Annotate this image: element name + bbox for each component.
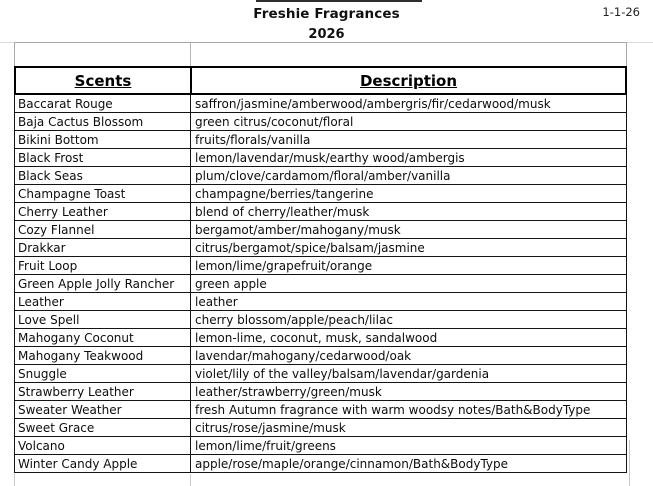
description-cell[interactable] — [191, 455, 626, 472]
table-row — [15, 347, 626, 365]
scent-cell[interactable] — [15, 113, 191, 130]
scent-cell[interactable] — [15, 167, 191, 184]
description-cell[interactable] — [191, 329, 626, 346]
scent-cell[interactable] — [15, 383, 191, 400]
description-cell[interactable] — [191, 437, 626, 454]
scent-cell[interactable] — [15, 365, 191, 382]
table-row — [15, 419, 626, 437]
scent-description: citrus/rose/jasmine/musk — [195, 420, 346, 435]
scent-name: Sweet Grace — [18, 420, 95, 435]
scent-name: Winter Candy Apple — [18, 456, 138, 471]
table-body — [14, 95, 627, 473]
table-header-row — [14, 66, 627, 95]
scent-name: Baja Cactus Blossom — [18, 114, 144, 129]
scent-description: fruits/florals/vanilla — [195, 132, 311, 147]
table-row — [15, 293, 626, 311]
scent-name: Leather — [18, 294, 64, 309]
description-cell[interactable] — [191, 311, 626, 328]
table-row — [15, 167, 626, 185]
scent-description: leather/strawberry/green/musk — [195, 384, 382, 399]
scent-cell[interactable] — [15, 347, 191, 364]
description-cell[interactable] — [191, 131, 626, 148]
description-cell[interactable] — [191, 221, 626, 238]
scent-cell[interactable] — [15, 95, 191, 112]
scent-description: cherry blossom/apple/peach/lilac — [195, 312, 393, 327]
scent-description: leather — [195, 294, 238, 309]
scent-description: bergamot/amber/mahogany/musk — [195, 222, 401, 237]
scent-description: lemon/lime/grapefruit/orange — [195, 258, 373, 273]
table-row — [15, 113, 626, 131]
table-row — [15, 221, 626, 239]
description-cell[interactable] — [191, 401, 626, 418]
column-header-description[interactable]: Description — [359, 71, 458, 90]
table-row — [15, 257, 626, 275]
description-cell[interactable] — [191, 239, 626, 256]
description-cell[interactable] — [191, 347, 626, 364]
table-row — [15, 311, 626, 329]
description-cell[interactable] — [191, 203, 626, 220]
description-cell[interactable] — [191, 419, 626, 436]
scent-description: violet/lily of the valley/balsam/lavendar/gardenia — [195, 366, 490, 381]
scent-description: citrus/bergamot/spice/balsam/jasmine — [195, 240, 425, 255]
scent-description: lemon/lime/fruit/greens — [195, 438, 336, 453]
scent-cell[interactable] — [15, 455, 191, 472]
scent-cell[interactable] — [15, 257, 191, 274]
description-cell[interactable] — [191, 365, 626, 382]
scent-cell[interactable] — [15, 221, 191, 238]
page-subtitle: 2026 — [308, 27, 345, 42]
scent-description: plum/clove/cardamom/floral/amber/vanilla — [195, 168, 451, 183]
description-cell[interactable] — [191, 383, 626, 400]
table-row — [15, 437, 626, 455]
fragrance-table — [14, 42, 627, 473]
scent-cell[interactable] — [15, 311, 191, 328]
table-row — [15, 185, 626, 203]
scent-name: Cozy Flannel — [18, 222, 95, 237]
scent-name: Champagne Toast — [18, 186, 126, 201]
scent-name: Strawberry Leather — [18, 384, 134, 399]
scent-name: Black Frost — [18, 150, 84, 165]
scent-name: Sweater Weather — [18, 402, 122, 417]
table-row — [15, 329, 626, 347]
scent-name: Cherry Leather — [18, 204, 108, 219]
table-row — [15, 203, 626, 221]
empty-cell[interactable] — [191, 43, 626, 66]
table-row — [15, 401, 626, 419]
scent-name: Drakkar — [18, 240, 66, 255]
table-row — [15, 365, 626, 383]
scent-cell[interactable] — [15, 437, 191, 454]
scent-cell[interactable] — [15, 419, 191, 436]
description-cell[interactable] — [191, 113, 626, 130]
scent-description: lavendar/mahogany/cedarwood/oak — [195, 348, 412, 363]
scent-cell[interactable] — [15, 401, 191, 418]
table-row — [15, 95, 626, 113]
page-title: Freshie Fragrances — [253, 6, 400, 22]
column-header-scents[interactable]: Scents — [16, 68, 192, 93]
scent-name: Green Apple Jolly Rancher — [18, 276, 175, 291]
scent-name: Bikini Bottom — [18, 132, 99, 147]
scent-description: saffron/jasmine/amberwood/ambergris/fir/cedarwood/musk — [195, 96, 551, 111]
scent-cell[interactable] — [15, 149, 191, 166]
scent-description: green citrus/coconut/floral — [195, 114, 354, 129]
scent-cell[interactable] — [15, 329, 191, 346]
scent-description: champagne/berries/tangerine — [195, 186, 374, 201]
gridline — [629, 440, 630, 486]
scent-name: Love Spell — [18, 312, 80, 327]
description-cell[interactable] — [191, 167, 626, 184]
table-row — [15, 275, 626, 293]
table-row — [15, 149, 626, 167]
scent-cell[interactable] — [15, 275, 191, 292]
scent-name: Snuggle — [18, 366, 67, 381]
description-cell[interactable] — [191, 275, 626, 292]
table-row — [15, 383, 626, 401]
cropped-text-fragment — [256, 0, 422, 2]
description-cell[interactable] — [191, 257, 626, 274]
scent-cell[interactable] — [15, 239, 191, 256]
table-row — [15, 131, 626, 149]
scent-description: fresh Autumn fragrance with warm woodsy notes/Bath&BodyType — [195, 402, 591, 417]
scent-cell[interactable] — [15, 185, 191, 202]
scent-description: green apple — [195, 276, 267, 291]
scent-description: lemon-lime, coconut, musk, sandalwood — [195, 330, 438, 345]
scent-name: Volcano — [18, 438, 65, 453]
description-cell[interactable] — [191, 95, 626, 112]
description-cell[interactable] — [191, 149, 626, 166]
scent-cell[interactable] — [15, 293, 191, 310]
scent-description: lemon/lavendar/musk/earthy wood/ambergis — [195, 150, 465, 165]
empty-cell[interactable] — [15, 43, 191, 66]
scent-cell[interactable] — [15, 203, 191, 220]
empty-spacer-row[interactable] — [14, 42, 627, 66]
description-cell[interactable] — [191, 293, 626, 310]
table-row — [15, 455, 626, 473]
scent-description: blend of cherry/leather/musk — [195, 204, 370, 219]
date-label: 1-1-26 — [602, 5, 640, 19]
gridline — [190, 474, 191, 486]
description-cell[interactable] — [191, 185, 626, 202]
scent-cell[interactable] — [15, 131, 191, 148]
scent-name: Fruit Loop — [18, 258, 78, 273]
scent-description: apple/rose/maple/orange/cinnamon/Bath&BodyType — [195, 456, 509, 471]
scent-name: Mahogany Teakwood — [18, 348, 144, 363]
scent-name: Baccarat Rouge — [18, 96, 113, 111]
scent-name: Mahogany Coconut — [18, 330, 134, 345]
table-row — [15, 239, 626, 257]
gridline — [14, 474, 15, 486]
scent-name: Black Seas — [18, 168, 83, 183]
